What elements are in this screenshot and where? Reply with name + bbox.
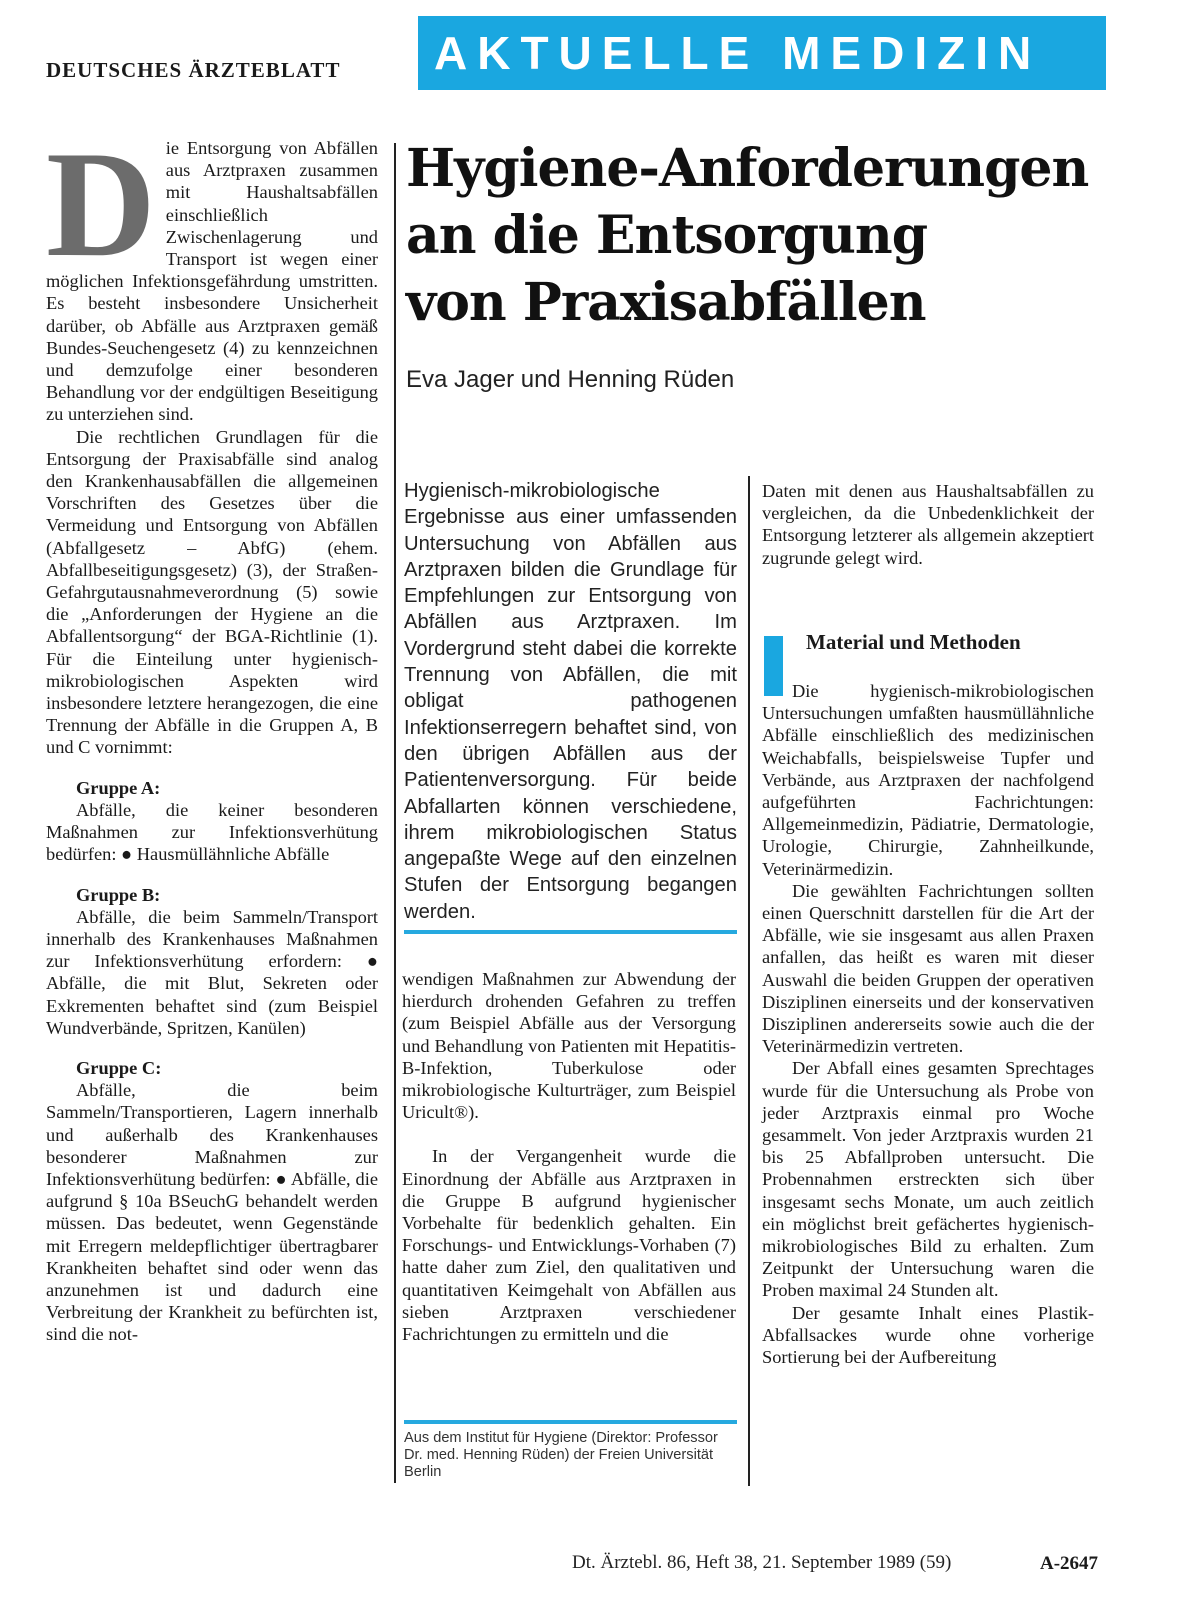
title-line: an die Entsorgung — [406, 205, 928, 266]
masthead: DEUTSCHES ÄRZTEBLATT — [46, 58, 341, 82]
page-number: A-2647 — [1040, 1553, 1099, 1574]
disciplines-paragraph: Die gewählten Fachrichtungen sollten einen Querschnitt darstellen für die Art der Abfälle, wie sie insgesamt aus allen Praxen anfallen, das heißt es waren mit dieser Auswahl die beiden Gruppen der operativen Disziplinen einerseits und der konservativen Disziplinen andererseits sowie auch die der Veterinärmedizin vertreten. — [762, 880, 1094, 1057]
group-c — [46, 1057, 378, 1346]
sampling-paragraph: Der Abfall eines gesamten Sprechtages wurde für die Untersuchung als Probe von jeder Arztpraxis einmal pro Woche gesammelt. Von jeder Arztpraxis wurden 21 bis 25 Abfallproben untersucht. Die Probennahmen erstreckten sich über insgesamt sechs Monate, um auch zeitlich ein möglichst breit gefächertes hygienisch-mikrobiologisches Bild zu erhalten. Zum Zeitpunkt der Untersuchung waren die Proben maximal 24 Stunden alt. — [762, 1058, 1094, 1301]
right-column — [762, 480, 1094, 569]
group-heading: Gruppe B: — [76, 884, 161, 905]
affiliation-note: Aus dem Institut für Hygiene (Direktor: Professor Dr. med. Henning Rüden) der Freien Universität Berlin — [404, 1430, 718, 1480]
section-heading: Material und Methoden — [806, 630, 1021, 654]
comparison-paragraph: Daten mit denen aus Haushaltsabfällen zu vergleichen, da die Unbedenklichkeit der Entsorgung letzterer als allgemein akzeptiert zugrunde gelegt wird. — [762, 481, 1094, 568]
group-heading: Gruppe C: — [76, 1057, 162, 1078]
left-column — [46, 120, 378, 1346]
group-text: Abfälle, die beim Sammeln/Transport innerhalb des Krankenhauses Maßnahmen zur Infektionsverhütung erfordern: ● Abfälle, die mit Blut, Sekreten oder Exkrementen behaftet sind (zum Beispiel Wundverbände, Spritzen, Kanülen) — [46, 906, 378, 1038]
abstract-rule — [404, 930, 737, 934]
intro-paragraph: ie Entsorgung von Abfällen aus Arztpraxen zusammen mit Haushaltsabfällen einschließlich Zwischenlagerung und Transport ist wegen einer möglichen Infektionsgefährdung umstritten. Es besteht insbesondere Unsicherheit darüber, ob Abfälle aus Arztpraxen gemäß Bundes-Seuchengesetz (4) zu kennzeichnen und demzufolge einer besonderen Behandlung vor der endgültigen Beseitigung zu unterziehen sind. — [46, 138, 378, 425]
group-a — [46, 777, 378, 866]
legal-paragraph: Die rechtlichen Grundlagen für die Entsorgung der Praxisabfälle sind analog den Krankenhausabfällen die allgemeinen Vorschriften des Gesetzes über die Vermeidung und Entsorgung von Abfällen (Abfallgesetz – AbfG) (ehem. Abfallbeseitigungsgesetz) (3), der Straßen-Gefahrgutausnahmeverordnung (5) sowie die „Anforderungen der Hygiene an die Abfallentsorgung“ der BGA-Richtlinie (1). Für die Einteilung unter hygienisch-mikrobiologischen Aspekten wird insbesondere letztere herangezogen, die eine Trennung der Abfälle in die Gruppen A, B und C vornimmt: — [46, 426, 378, 758]
column-rule-right — [748, 476, 750, 1486]
section-banner: AKTUELLE MEDIZIN — [418, 16, 1106, 90]
methods-column — [762, 680, 1094, 1368]
drop-cap: D — [46, 120, 156, 288]
column-rule-left — [394, 143, 396, 1483]
group-text: Abfälle, die beim Sammeln/Transportieren, Lagern innerhalb und außerhalb des Krankenhauses besonderer Maßnahmen zur Infektionsverhütung bedürfen: ● Abfälle, die aufgrund § 10a BSeuchG behandelt werden müssen. Das bedeutet, wenn Gegenstände mit Erregern meldepflichtiger übertragbarer Krankheiten behaftet sind oder wenn das anzunehmen ist und dadurch eine Verbreitung der Krankheit zu befürchten ist, sind die not- — [46, 1080, 378, 1345]
title-line: Hygiene-Anforderungen — [406, 138, 1089, 199]
methods-paragraph: Die hygienisch-mikrobiologischen Untersuchungen umfaßten hausmüllähnliche Abfälle einschließlich des medizinischen Weichabfalls, beispielsweise Tupfer und Verbände, aus Arztpraxen der nachfolgend aufgeführten Fachrichtungen: Allgemeinmedizin, Pädiatrie, Dermatologie, Urologie, Chirurgie, Zahnheilkunde, Veterinärmedizin. — [762, 681, 1094, 879]
authors: Eva Jager und Henning Rüden — [406, 366, 735, 393]
processing-paragraph: Der gesamte Inhalt eines Plastik-Abfallsackes wurde ohne vorherige Sortierung bei der Aufbereitung — [762, 1302, 1094, 1368]
group-heading: Gruppe A: — [76, 777, 161, 798]
title-line: von Praxisabfällen — [406, 272, 926, 333]
middle-column — [402, 968, 736, 1345]
affiliation-rule — [404, 1420, 737, 1424]
group-b — [46, 884, 378, 1039]
research-paragraph: In der Vergangenheit wurde die Einordnung der Abfälle aus Arztpraxen in die Gruppe B aufgrund hygienischer Vorbehalte für bedenklich gehalten. Ein Forschungs- und Entwicklungs-Vorhaben (7) hatte daher zum Ziel, den qualitativen und quantitativen Keimgehalt von Abfällen aus sieben Arztpraxen verschiedener Fachrichtungen zu ermitteln und die — [402, 1146, 736, 1345]
abstract: Hygienisch-mikrobiologische Ergebnisse aus einer umfassenden Untersuchung von Abfällen aus Arztpraxen bilden die Grundlage für Empfehlungen zur Entsorgung von Abfällen aus Arztpraxen. Im Vordergrund steht dabei die korrekte Trennung von Abfällen, die mit obligat pathogenen Infektionserregern behaftet sind, von den übrigen Abfällen aus der Patientenversorgung. Für beide Abfallarten können verschiedene, ihrem mikrobiologischen Status angepaßte Wege auf den einzelnen Stufen der Entsorgung begangen werden. — [404, 480, 737, 923]
group-text: Abfälle, die keiner besonderen Maßnahmen zur Infektionsverhütung bedürfen: ● Hausmüllähnliche Abfälle — [46, 799, 378, 865]
citation-footer: Dt. Ärztebl. 86, Heft 38, 21. September 1989 (59) — [572, 1552, 952, 1573]
article-title — [406, 135, 1126, 336]
continuation-paragraph: wendigen Maßnahmen zur Abwendung der hierdurch drohenden Gefahren zu treffen (zum Beispiel Abfälle aus der Versorgung und Behandlung von Patienten mit Hepatitis-B-Infektion, Tuberkulose oder mikrobiologische Kulturträger, zum Beispiel Uricult®). — [402, 969, 736, 1123]
